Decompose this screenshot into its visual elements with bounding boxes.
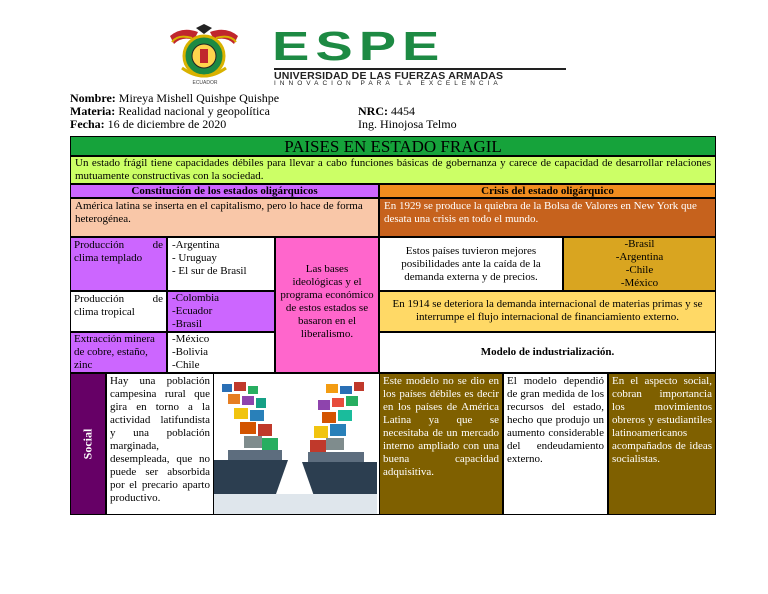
date-line [70, 118, 226, 131]
list-item: -Chile [172, 359, 200, 371]
deterioration-text [379, 291, 716, 332]
nrc-label: NRC: [358, 104, 388, 118]
production-countries-1 [167, 237, 275, 291]
list-item: - Uruguay [172, 252, 217, 264]
model-col-1: Este modelo no se dio en los países débiles es decir en los países de América Latina ya que se necesitaba de un mercado interno ampliado con una buena capacidad adquisitiva. [379, 373, 503, 515]
improve-text-content: Estos países tuvieron mejores posibilidades ante la caída de la demanda externa y de precios. [401, 245, 541, 283]
production-label-3: Extracción minera de cobre, estaño, zinc [70, 332, 167, 373]
production-label-1: Producción de clima templado [70, 237, 167, 291]
social-label-cell [70, 373, 106, 515]
social-label: Social [80, 428, 95, 460]
left-ship-hull [214, 460, 288, 494]
university-slogan: INNOVACIÓN PARA LA EXCELENCIA [274, 80, 502, 87]
definition: Un estado frágil tiene capacidades débiles para llevar a cabo funciones básicas de gobernanza y carece de capacidad de desarrollar relaciones mutuamente constructivas con la sociedad. [70, 156, 716, 184]
nrc-value: 4454 [391, 104, 415, 118]
subject-value: Realidad nacional y geopolítica [118, 104, 270, 118]
list-item: -México [172, 333, 210, 345]
right-intro: En 1929 se produce la quiebra de la Bolsa de Valores en New York que desata una crisis en todo el mundo. [379, 198, 716, 237]
cargo-ships-image [214, 374, 377, 514]
subject-label: Materia: [70, 104, 116, 118]
list-item: - El sur de Brasil [172, 265, 247, 277]
date-value: 16 de diciembre de 2020 [107, 117, 227, 131]
left-intro: América latina se inserta en el capitalismo, pero lo hace de forma heterogénea. [70, 198, 379, 237]
university-seal-icon [168, 24, 240, 88]
improve-countries [563, 237, 716, 291]
social-text: Hay una población campesina rural que gira en torno a la actividad latifundista y una población marginada, desempleada, que no puede ser absorbida por el precario aparto productivo. [106, 373, 214, 515]
model-col-3: En el aspecto social, cobran importancia los movimientos obreros y estudiantiles latinoamericanos acompañados de ideas socialistas. [608, 373, 716, 515]
list-item: -Ecuador [172, 305, 213, 317]
list-item: -Argentina [172, 239, 220, 251]
deterioration-content: En 1914 se deteriora la demanda internacional de materias primas y se interrumpe el flujo internacional de financiamiento externo. [392, 298, 703, 323]
wordmark: ESPE [272, 23, 446, 69]
left-header: Constitución de los estados oligárquicos [70, 184, 379, 198]
model-col-2: El modelo dependió de gran medida de los recursos del estado, hecho que produjo un aumento considerable del endeudamiento externo. [503, 373, 608, 515]
university-logo [168, 24, 568, 90]
list-item: -Argentina [615, 251, 664, 263]
list-item: -Brasil [624, 238, 655, 250]
name-value: Mireya Mishell Quishpe Quishpe [118, 91, 280, 105]
list-item: -Colombia [172, 292, 220, 304]
university-name: UNIVERSIDAD DE LAS FUERZAS ARMADAS [274, 68, 566, 82]
name-label: Nombre: [70, 91, 116, 105]
list-item: -Chile [625, 264, 654, 276]
right-ship-hull [302, 462, 377, 496]
list-item: -México [620, 277, 659, 289]
improve-text [379, 237, 563, 291]
right-header: Crisis del estado oligárquico [379, 184, 716, 198]
production-countries-2 [167, 291, 275, 332]
ideological-bases [275, 237, 379, 373]
seal-caption: ECUADOR [192, 80, 218, 86]
student-info [70, 92, 710, 134]
production-countries-3 [167, 332, 275, 373]
list-item: -Bolivia [172, 346, 209, 358]
ships-illustration [214, 373, 379, 515]
date-label: Fecha: [70, 117, 105, 131]
teacher-name: Ing. Hinojosa Telmo [358, 117, 457, 131]
industrial-model-title-text: Modelo de industrialización. [480, 346, 615, 358]
table-title: PAISES EN ESTADO FRAGIL [70, 136, 716, 156]
production-label-2: Producción de clima tropical [70, 291, 167, 332]
list-item: -Brasil [172, 318, 202, 330]
ideological-bases-text: Las bases ideológicas y el programa económico de estos estados se basaron en el liberalismo. [280, 263, 374, 340]
industrial-model-title [379, 332, 716, 373]
